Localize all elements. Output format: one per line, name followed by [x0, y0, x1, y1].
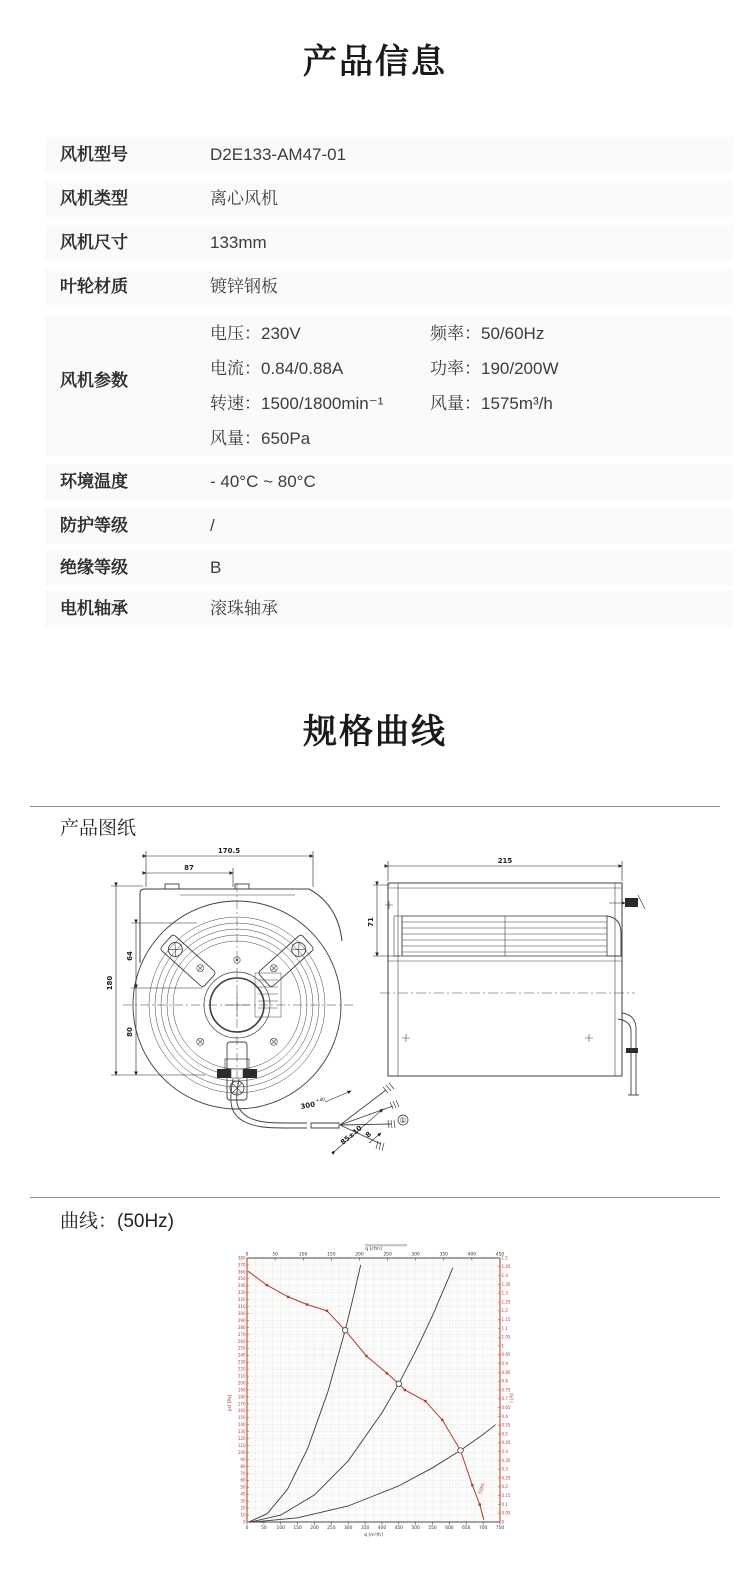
svg-text:400: 400: [467, 1252, 477, 1258]
svg-text:310: 310: [237, 1304, 246, 1310]
svg-text:110: 110: [237, 1442, 246, 1448]
drawing-side-dimensions: [373, 861, 622, 956]
svg-text:0.9: 0.9: [501, 1361, 508, 1366]
spec-value: - 40°C ~ 80°C: [210, 472, 316, 491]
spec-value: B: [210, 558, 222, 577]
wire-ends: [376, 1083, 399, 1151]
svg-text:1.35: 1.35: [501, 1281, 511, 1287]
row-band: [45, 316, 733, 456]
spec-value: D2E133-AM47-01: [210, 145, 347, 164]
svg-text:100: 100: [276, 1526, 285, 1531]
svg-text:1.05: 1.05: [501, 1334, 511, 1340]
svg-text:0.2: 0.2: [501, 1484, 508, 1490]
svg-text:210: 210: [237, 1373, 246, 1379]
svg-text:300: 300: [237, 1310, 246, 1316]
wire-note-circle-1: ①: [399, 1116, 407, 1125]
axis-title-right: I [A]: [510, 1393, 515, 1403]
svg-text:0.25: 0.25: [501, 1475, 511, 1481]
spec-label: 风机尺寸: [60, 233, 128, 252]
svg-text:450: 450: [495, 1252, 505, 1258]
dim-cable-length: 300: [299, 1100, 316, 1111]
spec-value: 滚珠轴承: [210, 599, 278, 618]
svg-text:200: 200: [355, 1252, 364, 1258]
spec-row-temperature: [0, 467, 750, 497]
svg-text:350: 350: [360, 1526, 370, 1531]
svg-text:700: 700: [478, 1526, 488, 1531]
svg-text:0.7: 0.7: [501, 1396, 508, 1402]
dim-front-upper: 64: [126, 951, 134, 961]
svg-text:380: 380: [237, 1255, 246, 1261]
svg-text:0: 0: [245, 1526, 249, 1531]
svg-text:150: 150: [293, 1526, 302, 1531]
spec-label: 风机类型: [60, 189, 128, 208]
product-drawing: [85, 843, 665, 1178]
param-speed: 转速：1500/1800min⁻¹: [210, 394, 384, 413]
svg-text:130: 130: [237, 1429, 246, 1435]
svg-text:1.45: 1.45: [501, 1264, 511, 1270]
spec-row-insulation: [0, 553, 750, 583]
spec-value: /: [210, 516, 215, 535]
svg-text:30: 30: [240, 1498, 246, 1504]
svg-text:350: 350: [237, 1276, 246, 1282]
dim-strip-end: 8: [364, 1130, 374, 1140]
param-frequency: 频率：50/60Hz: [430, 324, 545, 343]
svg-text:250: 250: [327, 1526, 336, 1531]
spec-row-protection: [0, 511, 750, 541]
param-power: 功率：190/200W: [430, 359, 559, 378]
dim-side-width: 215: [497, 857, 513, 865]
svg-text:220: 220: [237, 1366, 246, 1372]
divider: [30, 806, 720, 807]
axis-title-bottom: q [m³/h]: [364, 1533, 383, 1538]
svg-text:50: 50: [261, 1526, 267, 1531]
svg-text:160: 160: [237, 1408, 246, 1414]
svg-text:200: 200: [237, 1380, 246, 1386]
svg-text:0.65: 0.65: [501, 1405, 511, 1410]
svg-text:450: 450: [394, 1526, 403, 1531]
svg-text:1.4: 1.4: [501, 1273, 508, 1278]
name-plate: [255, 973, 281, 1017]
dim-cable-tolerance: +40: [315, 1097, 326, 1104]
svg-text:350: 350: [439, 1252, 448, 1258]
svg-text:0.85: 0.85: [501, 1369, 511, 1375]
svg-text:100: 100: [237, 1449, 246, 1455]
svg-text:90: 90: [240, 1456, 246, 1462]
svg-text:0.55: 0.55: [501, 1422, 511, 1428]
drawing-side-view: [380, 883, 645, 1095]
svg-text:320: 320: [237, 1297, 246, 1303]
spec-row-type: [0, 184, 750, 214]
svg-text:1.15: 1.15: [501, 1317, 511, 1322]
svg-text:40: 40: [240, 1491, 246, 1497]
svg-text:50: 50: [240, 1484, 246, 1490]
svg-text:0.3: 0.3: [501, 1466, 508, 1472]
svg-text:1.5: 1.5: [501, 1255, 508, 1261]
svg-text:340: 340: [237, 1283, 246, 1289]
dim-front-lower: 80: [126, 1027, 134, 1037]
spec-label: 绝缘等级: [60, 558, 128, 577]
svg-text:0.15: 0.15: [501, 1493, 511, 1498]
spec-label: 叶轮材质: [60, 277, 128, 296]
svg-text:500: 500: [411, 1526, 420, 1531]
svg-text:190: 190: [237, 1387, 246, 1393]
svg-text:60: 60: [240, 1477, 246, 1483]
svg-text:1: 1: [501, 1343, 505, 1349]
svg-text:250: 250: [237, 1345, 246, 1351]
spec-value: 镀锌钢板: [210, 277, 278, 296]
svg-text:250: 250: [383, 1252, 392, 1258]
svg-text:290: 290: [237, 1317, 246, 1323]
svg-text:360: 360: [237, 1269, 246, 1275]
dim-strip-length: 85±10: [339, 1124, 364, 1147]
dim-front-inner-width: 87: [184, 864, 194, 872]
spec-label: 风机型号: [60, 145, 128, 164]
spec-row-size: [0, 228, 750, 258]
svg-text:70: 70: [240, 1470, 246, 1476]
svg-text:550: 550: [428, 1526, 437, 1531]
svg-text:0.6: 0.6: [501, 1413, 508, 1419]
svg-text:120: 120: [237, 1436, 246, 1442]
spec-label: 电机轴承: [60, 599, 128, 618]
svg-text:370: 370: [237, 1262, 246, 1268]
spec-value: 离心风机: [210, 189, 278, 208]
svg-text:0: 0: [245, 1252, 249, 1258]
section-label-curve: 曲线：(50Hz): [60, 1211, 175, 1232]
svg-text:0: 0: [242, 1519, 246, 1525]
param-current: 电流：0.84/0.88A: [210, 359, 344, 378]
inlet-grille: [394, 916, 621, 956]
svg-text:0.45: 0.45: [501, 1440, 511, 1446]
svg-text:230: 230: [237, 1359, 246, 1365]
spec-label: 环境温度: [60, 472, 128, 491]
svg-text:0.8: 0.8: [501, 1378, 508, 1384]
svg-text:200: 200: [310, 1526, 319, 1531]
svg-text:1.2: 1.2: [501, 1308, 508, 1314]
svg-text:20: 20: [240, 1505, 246, 1511]
axis-title-top: q [cfm]: [365, 1247, 382, 1252]
svg-text:0.1: 0.1: [501, 1501, 508, 1507]
svg-text:0.05: 0.05: [501, 1510, 511, 1516]
svg-text:400: 400: [377, 1526, 387, 1531]
svg-text:140: 140: [237, 1422, 246, 1428]
svg-text:600: 600: [445, 1526, 454, 1531]
svg-text:150: 150: [327, 1252, 336, 1258]
divider: [30, 1197, 720, 1198]
svg-text:330: 330: [237, 1290, 246, 1296]
svg-text:270: 270: [237, 1331, 246, 1337]
svg-text:100: 100: [299, 1252, 308, 1258]
svg-text:0.4: 0.4: [501, 1449, 508, 1454]
spec-label: 防护等级: [60, 516, 128, 535]
operating-point: [396, 1381, 401, 1386]
operating-point: [342, 1328, 347, 1333]
svg-text:1.3: 1.3: [501, 1290, 508, 1296]
svg-text:300: 300: [411, 1252, 420, 1258]
performance-chart: [205, 1243, 565, 1565]
svg-text:150: 150: [237, 1415, 246, 1421]
svg-text:300: 300: [344, 1526, 353, 1531]
dim-side-height: 71: [367, 917, 375, 927]
dim-front-total-width: 170.5: [217, 847, 241, 855]
svg-text:50: 50: [272, 1252, 278, 1258]
spec-value: 133mm: [210, 233, 267, 252]
page-title-spec-curves: 规格曲线: [303, 713, 447, 751]
param-voltage: 电压：230V: [210, 324, 301, 343]
operating-point: [458, 1448, 463, 1453]
svg-text:750: 750: [495, 1526, 505, 1531]
svg-text:180: 180: [237, 1394, 246, 1400]
screw-detail: [609, 895, 645, 909]
axis-title-left: psf [Pa]: [228, 1394, 233, 1412]
svg-text:170: 170: [237, 1401, 246, 1407]
svg-text:0.5: 0.5: [501, 1431, 508, 1437]
section-label-drawing: 产品图纸: [60, 818, 137, 839]
spec-label: 风机参数: [60, 371, 128, 390]
svg-text:260: 260: [237, 1338, 246, 1344]
svg-text:0.95: 0.95: [501, 1352, 511, 1358]
svg-text:0.35: 0.35: [501, 1457, 511, 1463]
param-airflow: 风量：1575m³/h: [430, 394, 553, 413]
page-title-product-info: 产品信息: [303, 43, 447, 81]
svg-text:280: 280: [237, 1324, 246, 1330]
svg-text:240: 240: [237, 1352, 246, 1358]
spec-row-model: [0, 140, 750, 170]
svg-text:10: 10: [240, 1512, 246, 1518]
svg-text:650: 650: [462, 1526, 471, 1531]
drawing-cable: [231, 1079, 399, 1151]
svg-text:0.75: 0.75: [501, 1387, 511, 1393]
curve-annotation: 50Hz: [478, 1482, 487, 1495]
svg-text:1.25: 1.25: [501, 1299, 511, 1305]
spec-row-material: [0, 272, 750, 302]
param-pressure: 风量：650Pa: [210, 429, 311, 448]
dim-front-height: 180: [106, 975, 114, 991]
spec-row-bearing: [0, 594, 750, 624]
svg-text:80: 80: [240, 1463, 246, 1469]
svg-text:1.1: 1.1: [501, 1325, 508, 1331]
svg-text:0: 0: [501, 1519, 505, 1525]
